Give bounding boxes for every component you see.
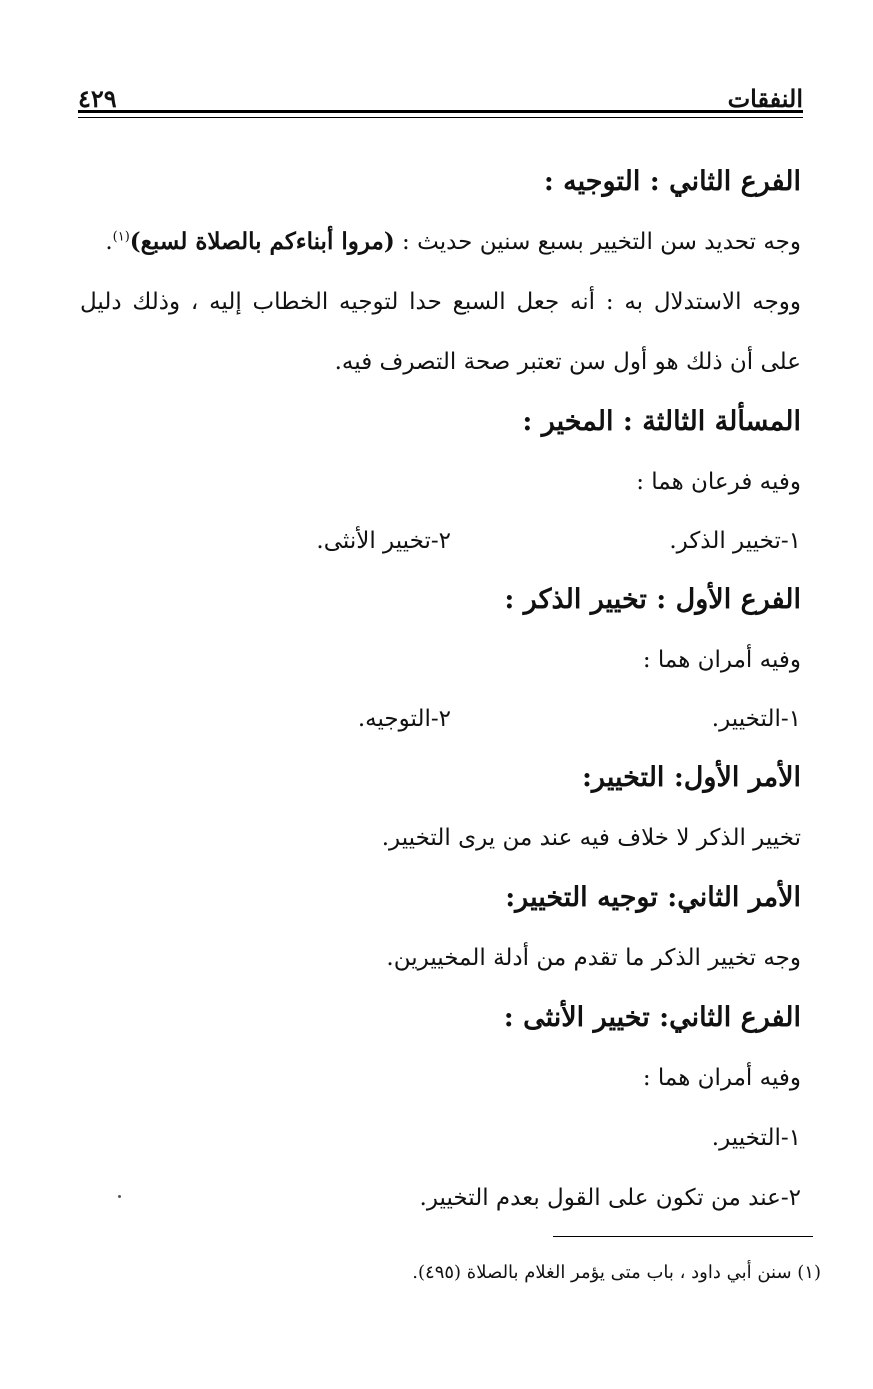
header-rule-thick bbox=[78, 110, 803, 113]
section-heading: المسألة الثالثة : المخير : bbox=[522, 406, 801, 437]
two-column-list bbox=[80, 512, 801, 570]
header-rule-thin bbox=[78, 117, 803, 118]
paragraph: ووجه الاستدلال به : أنه جعل السبع حدا لتوجيه الخطاب إليه ، وذلك دليل على أن ذلك هو أول سن تعتبر صحة التصرف فيه. bbox=[80, 289, 801, 375]
section-heading: الفرع الثاني : التوجيه : bbox=[543, 166, 801, 197]
list-item: ٢-التوجيه. bbox=[357, 706, 451, 732]
page-body bbox=[80, 152, 801, 1228]
footnote-ref: (١) bbox=[112, 229, 130, 245]
list-item: ١-التخيير. bbox=[711, 706, 801, 732]
section-heading: الفرع الأول : تخيير الذكر : bbox=[504, 584, 801, 615]
paragraph: وفيه أمران هما : bbox=[642, 647, 801, 673]
list-item: ٢-عند من تكون على القول بعدم التخيير. bbox=[419, 1185, 801, 1211]
paragraph-end: . bbox=[105, 229, 113, 255]
hadith-quote: (مروا أبناءكم بالصلاة لسبع) bbox=[129, 228, 395, 255]
list-item: ١-التخيير. bbox=[711, 1125, 801, 1151]
footnote: (١) سنن أبي داود ، باب متى يؤمر الغلام بالصلاة (٤٩٥). bbox=[412, 1262, 821, 1283]
scan-speck bbox=[118, 1195, 121, 1198]
section-heading: الأمر الأول: التخيير: bbox=[581, 762, 801, 793]
paragraph: تخيير الذكر لا خلاف فيه عند من يرى التخيير. bbox=[381, 825, 801, 851]
paragraph: وجه تخيير الذكر ما تقدم من أدلة المخييرين. bbox=[386, 945, 801, 971]
list-item: ١-تخيير الذكر. bbox=[669, 528, 801, 554]
page-number: ٤٢٩ bbox=[78, 84, 117, 113]
footnote-separator bbox=[553, 1236, 813, 1237]
two-column-list bbox=[80, 690, 801, 748]
list-item: ٢-تخيير الأنثى. bbox=[316, 528, 451, 554]
paragraph: وفيه فرعان هما : bbox=[636, 469, 801, 495]
paragraph bbox=[80, 212, 801, 272]
chapter-title: النفقات bbox=[727, 84, 803, 113]
paragraph-text: وجه تحديد سن التخيير بسبع سنين حديث : bbox=[394, 229, 801, 255]
section-heading: الفرع الثاني: تخيير الأنثى : bbox=[503, 1002, 801, 1033]
section-heading: الأمر الثاني: توجيه التخيير: bbox=[505, 882, 801, 913]
paragraph: وفيه أمران هما : bbox=[642, 1065, 801, 1091]
